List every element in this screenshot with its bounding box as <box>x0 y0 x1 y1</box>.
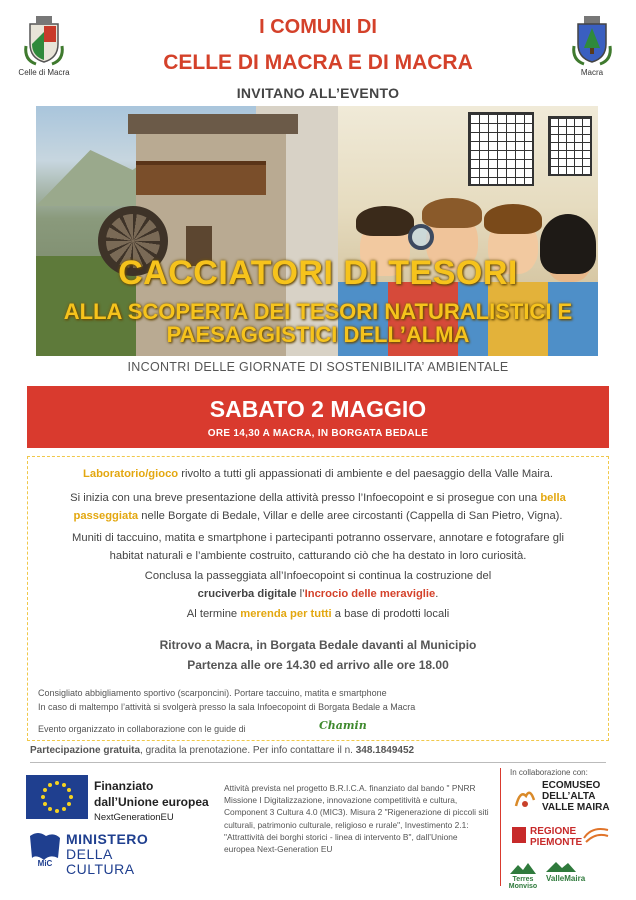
note-bad-weather: In caso di maltempo l’attività si svolgerà presso la sala Infoecopoint di Borgata Bedale a Macra <box>38 702 416 712</box>
eu-line-3: NextGenerationEU <box>94 812 174 823</box>
participation-info <box>30 745 414 756</box>
mic-line-2: DELLA <box>66 846 113 862</box>
regione-line-1: REGIONE <box>530 826 577 837</box>
event-subtitle <box>0 300 636 346</box>
event-date: SABATO 2 MAGGIO <box>209 396 427 422</box>
contact-phone[interactable]: 348.1849452 <box>355 745 415 756</box>
merenda-text-b: a base di prodotti locali <box>331 608 450 620</box>
regione-line-2: PIEMONTE <box>530 837 583 848</box>
departure-arrival: Partenza alle ore 14.30 ed arrivo alle ore 18.00 <box>187 658 449 672</box>
paragraph-program-text-a: Si inizia con una breve presentazione della attività presso l’Infoecopoint e si prosegue con una <box>70 492 541 504</box>
note-organized-with: Evento organizzato in collaborazione con le guide di <box>38 724 246 734</box>
regione-shield-icon <box>512 827 526 843</box>
mic-line-3: CULTURA <box>66 861 135 877</box>
paragraph-activity-line-1: Muniti di taccuino, matita e smartphone i partecipanti potranno osservare, annotare e fotografare gli <box>72 532 564 544</box>
eu-flag-icon <box>26 775 88 819</box>
highlight-bella: bella <box>540 492 566 504</box>
eu-funding-logo <box>94 778 209 826</box>
header-line-1: I COMUNI DI <box>259 16 377 38</box>
right-crest-label: Macra <box>580 68 604 77</box>
mic-line-1: MINISTERO <box>66 831 149 847</box>
note-clothing: Consigliato abbigliamento sportivo (scarponcini). Portare taccuino, matita e smartphone <box>38 688 387 698</box>
header-line-3: INVITANO ALL’EVENTO <box>236 85 400 101</box>
participation-text: , gradita la prenotazione. Per info contattare il n. <box>140 745 356 756</box>
terres-label: Terres Monviso <box>508 876 538 890</box>
header-line-2: CELLE DI MACRA E DI MACRA <box>163 51 473 74</box>
date-banner <box>27 386 609 448</box>
terres-monviso-logo <box>508 862 538 890</box>
vallemaira-label: ValleMaira <box>546 874 586 883</box>
paragraph-intro-text: rivolto a tutti gli appassionati di ambiente e del paesaggio della Valle Maira. <box>178 468 553 480</box>
terres-mountain-icon <box>510 862 536 874</box>
celle-di-macra-crest <box>14 14 74 77</box>
crossword-icon <box>468 112 534 186</box>
ecomuseo-line-1: ECOMUSEO <box>542 780 601 791</box>
paragraph-activity <box>38 529 598 565</box>
paragraph-program-text-b: nelle Borgate di Bedale, Villar e delle aree circostanti (Cappella di San Pietro, Vigna). <box>138 510 563 522</box>
footer-divider <box>30 762 606 763</box>
ecomuseo-line-2: DELL’ALTA <box>542 791 596 802</box>
crossword-end: . <box>435 588 439 600</box>
event-title: CACCIATORI DI TESORI <box>118 254 518 292</box>
macra-crest <box>562 14 622 77</box>
crossword-title: Incrocio delle meraviglie <box>304 588 436 600</box>
magnifying-glass-icon <box>408 224 434 250</box>
mic-badge-text: MiC <box>37 859 53 868</box>
event-tagline: INCONTRI DELLE GIORNATE DI SOSTENIBILITA’ AMBIENTALE <box>127 360 509 374</box>
merenda-text-a: Al termine <box>186 608 241 620</box>
crossword-label: cruciverba digitale <box>197 588 297 600</box>
meeting-point: Ritrovo a Macra, in Borgata Bedale davanti al Municipio <box>159 638 477 652</box>
funding-text: Attività prevista nel progetto B.R.I.C.A. finanziato dal bando " PNRR Missione I Digitalizzazione, innovazione competitività e cultura, Component 3 Cultura 4.0 (MIC3). Misura 2 "Rigenerazione di piccoli siti culturali, patrimonio culturale, religioso e rurale", Investimento 2.1: "Attrattività dei borghi storici - linea di intervento B", dall’Unione europea Next-Generation EU <box>224 783 489 855</box>
eu-line-1: Finanziato <box>94 779 154 793</box>
macra-crest-icon <box>570 14 614 66</box>
paragraph-activity-line-2: habitat naturali e l’ambiente costruito, catturando ciò che ha destato in loro curiosità. <box>109 550 527 562</box>
ecomuseo-icon <box>512 786 538 810</box>
chamin-logo: Chamin <box>319 719 367 732</box>
event-subtitle-line-1: ALLA SCOPERTA DEI TESORI NATURALISTICI E <box>63 299 573 324</box>
left-crest-label: Celle di Macra <box>18 68 70 77</box>
participation-free: Partecipazione gratuita <box>30 745 141 756</box>
paragraph-program <box>38 489 598 525</box>
event-subtitle-line-2: PAESAGGISTICI DELL’ALMA <box>166 322 470 347</box>
crossword-sep: l’ <box>296 588 305 600</box>
event-description-box <box>27 456 609 741</box>
ecomuseo-line-3: VALLE MAIRA <box>542 802 610 813</box>
event-time-place: ORE 14,30 A MACRA, IN BORGATA BEDALE <box>207 428 429 439</box>
highlight-passeggiata: passeggiata <box>73 510 139 522</box>
collaboration-label: In collaborazione con: <box>510 768 588 777</box>
vallemaira-logo <box>546 860 585 883</box>
regione-piemonte-logo <box>530 826 582 848</box>
paragraph-crossword <box>38 567 598 603</box>
mic-logo-icon <box>28 830 62 868</box>
eu-line-2: dall’Unione europea <box>94 795 209 809</box>
highlight-merenda: merenda per tutti <box>240 608 332 620</box>
vallemaira-mountain-icon <box>546 860 576 872</box>
highlight-laboratorio: Laboratorio/gioco <box>83 468 179 480</box>
celle-crest-icon <box>22 14 66 66</box>
paragraph-intro <box>38 465 598 483</box>
paragraph-merenda <box>38 605 598 623</box>
paragraph-crossword-line-1: Conclusa la passeggiata all’Infoecopoint si continua la costruzione del <box>144 570 492 582</box>
ministero-cultura-logo <box>66 832 148 877</box>
swirl-logo-icon <box>582 824 610 844</box>
ecomuseo-logo <box>542 780 610 813</box>
partners-divider <box>500 768 501 886</box>
